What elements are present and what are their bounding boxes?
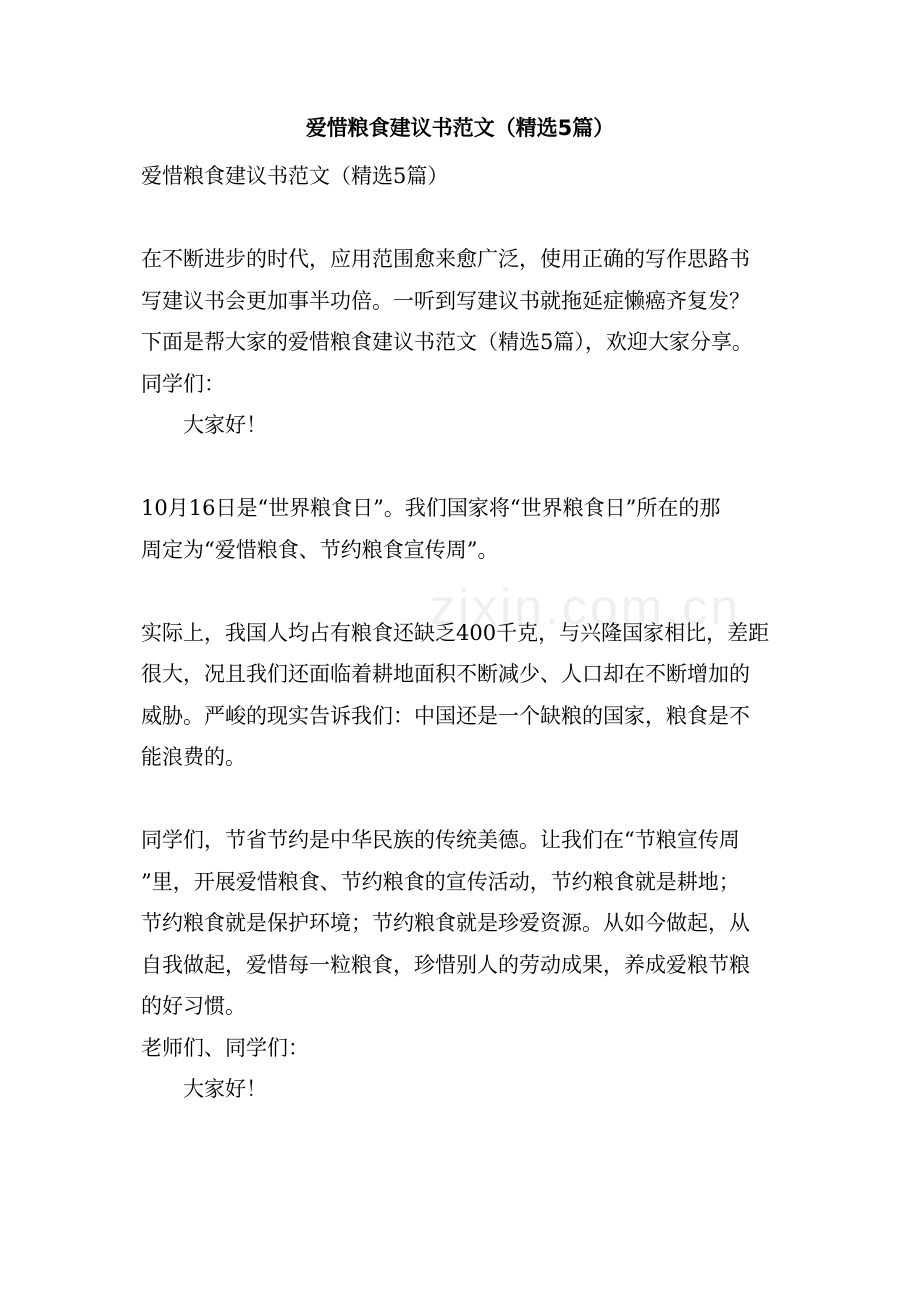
blank-line [141, 779, 791, 821]
blank-line [141, 571, 791, 613]
salutation: 老师们、同学们： [141, 1035, 309, 1060]
greeting: 大家好！ [183, 413, 267, 437]
paragraph-line: 10月16日是“世界粮食日”。我们国家将“世界粮食日”所在的那 [141, 496, 721, 520]
blank-line [141, 198, 791, 240]
document-title: 爱惜粮食建议书范文（精选5篇） [305, 116, 615, 140]
paragraph-grain-shortage [141, 613, 791, 779]
document-body [141, 156, 791, 1111]
paragraph-line: 自我做起，爱惜每一粒粮食，珍惜别人的劳动成果，养成爱粮节粮 [141, 952, 750, 977]
paragraph-world-food-day [141, 488, 791, 571]
blank-line [141, 447, 791, 489]
intro-paragraph [141, 239, 791, 364]
paragraph-line: 实际上，我国人均占有粮食还缺乏400千克，与兴隆国家相比，差距 [141, 620, 770, 645]
paragraph-line: 下面是帮大家的爱惜粮食建议书范文（精选5篇），欢迎大家分享。 [141, 330, 753, 354]
paragraph-line: 写建议书会更加事半功倍。一听到写建议书就拖延症懒癌齐复发？ [141, 288, 750, 313]
paragraph-line: 在不断进步的时代，应用范围愈来愈广泛，使用正确的写作思路书 [141, 247, 750, 271]
paragraph-line: 周定为“爱惜粮食、节约粮食宣传周”。 [141, 537, 499, 562]
watermark: zixin.com.cn [430, 579, 742, 635]
document-subtitle: 爱惜粮食建议书范文（精选5篇） [141, 164, 449, 188]
paragraph-line: 的好习惯。 [141, 994, 246, 1018]
salutation: 同学们： [141, 371, 225, 396]
paragraph-line: 节约粮食就是保护环境；节约粮食就是珍爱资源。从如今做起，从 [141, 911, 750, 935]
paragraph-line: ”里，开展爱惜粮食、节约粮食的宣传活动，节约粮食就是耕地； [141, 869, 740, 894]
paragraph-line: 威胁。严峻的现实告诉我们：中国还是一个缺粮的国家，粮食是不 [141, 703, 750, 728]
paragraph-line: 很大，况且我们还面临着耕地面积不断减少、人口却在不断增加的 [141, 662, 750, 686]
greeting: 大家好！ [183, 1077, 267, 1101]
paragraph-line: 能浪费的。 [141, 745, 246, 769]
paragraph-line: 同学们，节省节约是中华民族的传统美德。让我们在“节粮宣传周 [141, 828, 740, 852]
paragraph-call-to-action [141, 820, 791, 1028]
